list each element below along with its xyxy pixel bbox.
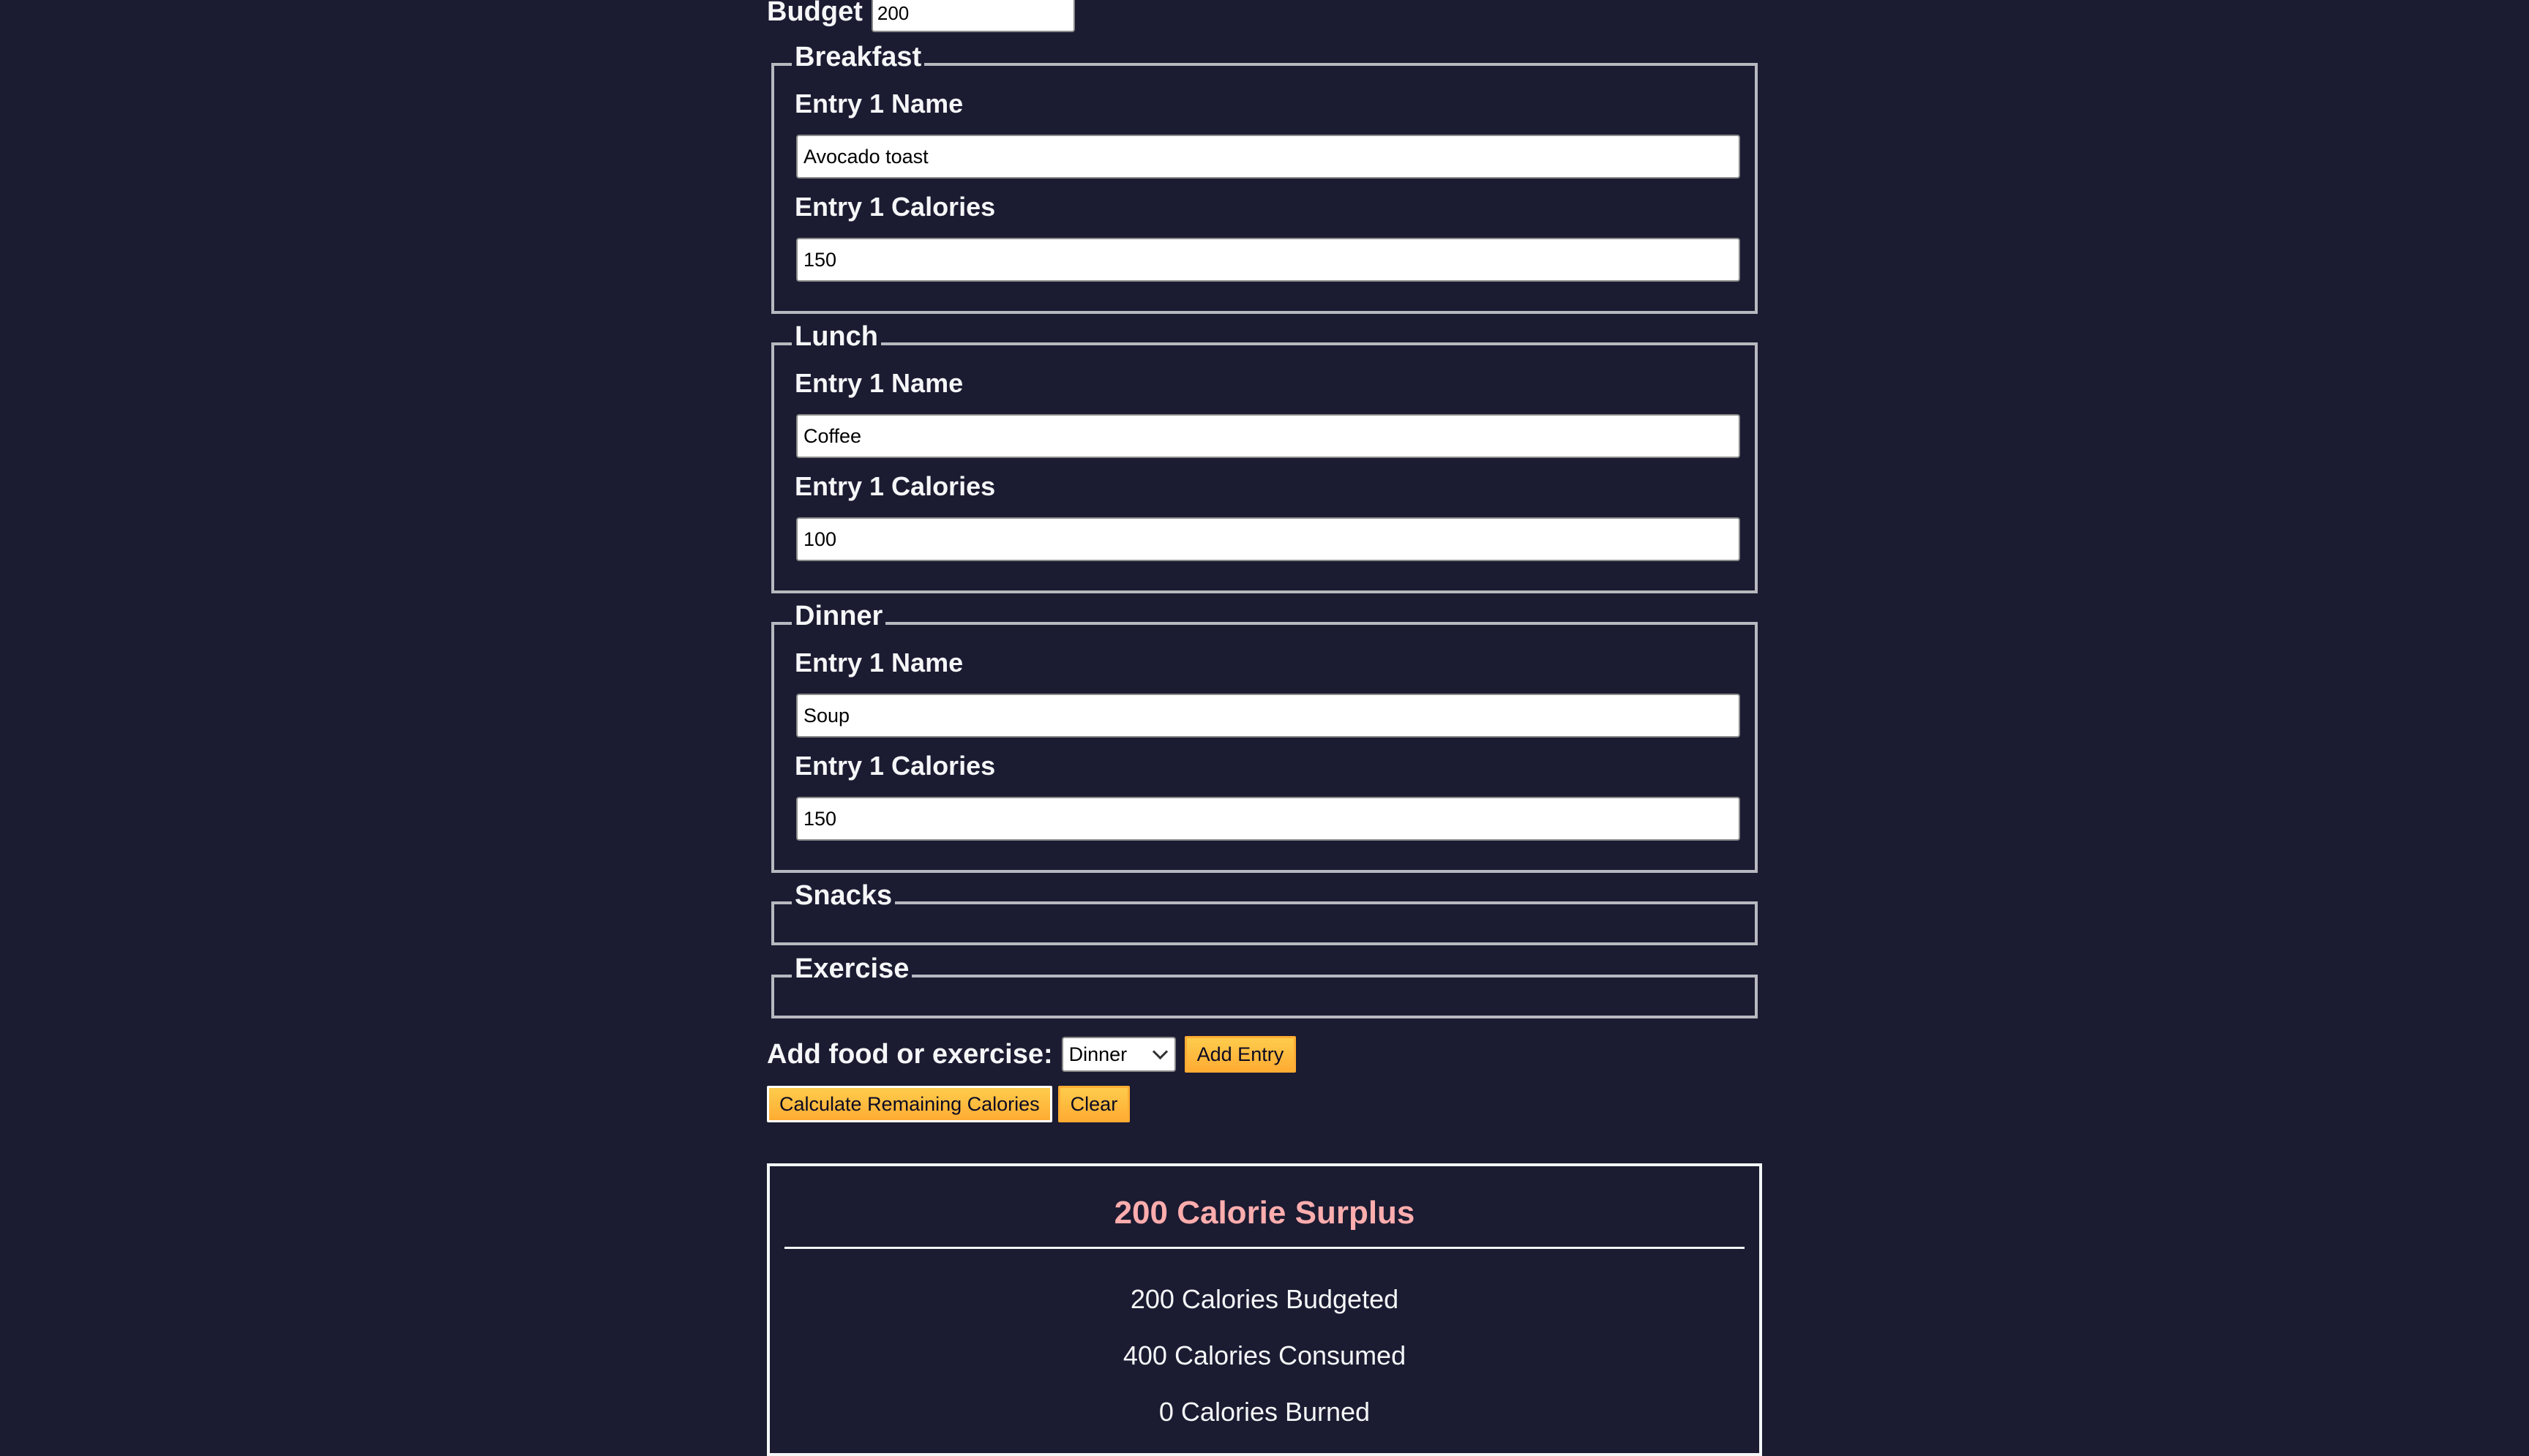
fieldset-breakfast	[771, 42, 1758, 314]
fieldset-exercise	[771, 953, 1758, 1018]
calorie-result-title: 200 Calorie Surplus	[1114, 1195, 1415, 1231]
dinner-entry-1-name-label: Entry 1 Name	[795, 648, 964, 678]
action-buttons	[767, 1086, 1130, 1122]
add-entry-label: Add food or exercise:	[767, 1038, 1053, 1070]
legend-dinner: Dinner	[792, 601, 885, 631]
budget-row	[767, 0, 1762, 34]
lunch-entry-1-name-input[interactable]: Coffee	[796, 414, 1740, 458]
entry-type-select[interactable]	[1062, 1037, 1176, 1072]
calculate-button[interactable]: Calculate Remaining Calories	[767, 1086, 1052, 1122]
calories-burned: 0 Calories Burned	[1158, 1397, 1371, 1427]
lunch-entry-1-name-label: Entry 1 Name	[795, 368, 964, 398]
calorie-counter-form	[767, 0, 1762, 1427]
output-panel	[767, 1163, 1762, 1456]
chevron-down-icon	[1153, 1043, 1168, 1059]
lunch-entry-1-calories-input[interactable]: 100	[796, 517, 1740, 561]
lunch-entry-1-calories-label: Entry 1 Calories	[795, 471, 996, 501]
calories-consumed: 400 Calories Consumed	[1123, 1340, 1406, 1370]
dinner-entry-1-calories-input[interactable]: 150	[796, 797, 1740, 841]
entry-type-selected: Dinner	[1068, 1043, 1128, 1065]
breakfast-entry-1-name-input[interactable]: Avocado toast	[796, 135, 1740, 179]
legend-lunch: Lunch	[792, 322, 881, 351]
breakfast-entry-1-name-label: Entry 1 Name	[795, 89, 964, 119]
divider	[784, 1247, 1745, 1249]
add-entry-button[interactable]: Add Entry	[1185, 1036, 1297, 1073]
clear-button[interactable]: Clear	[1058, 1086, 1131, 1122]
breakfast-entry-1-calories-label: Entry 1 Calories	[795, 192, 996, 222]
dinner-entry-1-calories-label: Entry 1 Calories	[795, 751, 996, 781]
fieldset-snacks	[771, 880, 1758, 945]
budget-input[interactable]: 200	[872, 0, 1075, 32]
breakfast-entry-1-calories-input[interactable]: 150	[796, 238, 1740, 282]
legend-breakfast: Breakfast	[792, 42, 924, 72]
budget-label: Budget	[767, 0, 863, 27]
fieldset-dinner	[771, 601, 1758, 873]
dinner-entry-1-name-input[interactable]: Soup	[796, 694, 1740, 738]
add-entry-row	[767, 1034, 1296, 1075]
legend-snacks: Snacks	[792, 881, 895, 910]
calories-budgeted: 200 Calories Budgeted	[1130, 1284, 1399, 1314]
legend-exercise: Exercise	[792, 954, 912, 983]
fieldset-lunch	[771, 321, 1758, 593]
